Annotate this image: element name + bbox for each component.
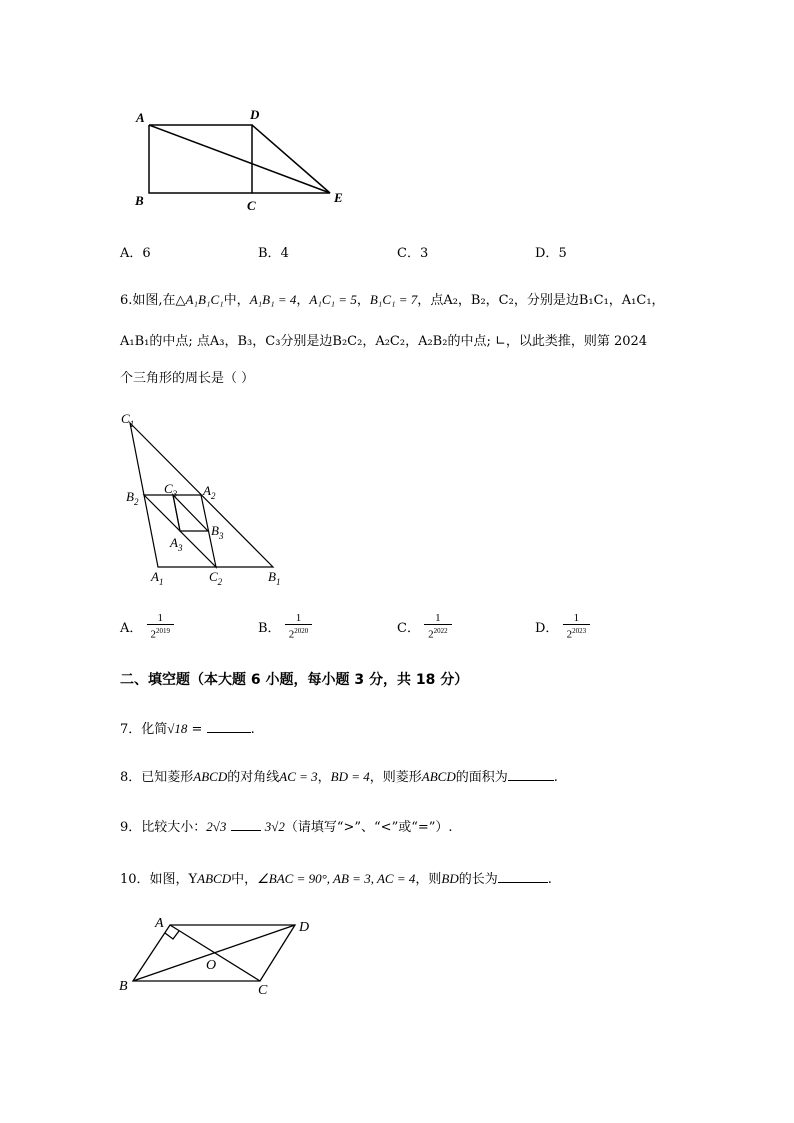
label-d: D bbox=[299, 920, 310, 935]
fraction: $\frac{1}{2^{2023}}$ bbox=[563, 612, 591, 641]
q6-line-2: A₁B₁的中点; 点A₃，B₃，C₃分别是边B₂C₂，A₂C₂，A₂B₂的中点; ∟，以此类推，则第 2024 bbox=[120, 334, 648, 349]
right-angle-mark bbox=[165, 931, 179, 939]
fraction: $\frac{1}{2^{2020}}$ bbox=[285, 612, 313, 641]
figure-rectangle-abcd-e bbox=[120, 100, 360, 215]
label-e: E bbox=[334, 190, 343, 205]
label-b1: $B_1$ bbox=[268, 569, 281, 587]
label-c: C bbox=[247, 198, 256, 213]
label-c1: $C_1$ bbox=[121, 411, 135, 429]
q6-option-c[interactable]: C． $\frac{1}{2^{2022}}$ bbox=[397, 612, 452, 641]
label-a: A bbox=[136, 110, 145, 125]
label-a3: $A_3$ bbox=[170, 535, 183, 553]
label-a2: $A_2$ bbox=[203, 483, 216, 501]
label-b3: $B_3$ bbox=[211, 523, 224, 541]
q6-line-1: 6.如图,在△A₁B₁C₁中，A₁B₁ = 4，A₁C₁ = 5，B₁C₁ = 7，点A₂，B₂，C₂，分别是边B₁C₁，A₁C₁， bbox=[120, 292, 665, 308]
answer-blank[interactable] bbox=[231, 830, 261, 831]
label-a: A bbox=[155, 916, 164, 931]
q9: 9．比较大小：2√3 3√2（请填写“>”、“<”或“=”）. bbox=[120, 819, 453, 835]
label-c2: $C_2$ bbox=[209, 569, 223, 587]
figure-parallelogram-abcd bbox=[115, 910, 325, 1000]
fraction: $\frac{1}{2^{2022}}$ bbox=[424, 612, 452, 641]
label-b: B bbox=[119, 979, 128, 994]
segment-ae bbox=[149, 125, 330, 193]
q6-line-3: 个三角形的周长是（ ） bbox=[120, 371, 255, 386]
label-c3: $C_3$ bbox=[164, 481, 178, 499]
answer-blank[interactable] bbox=[207, 732, 251, 733]
label-b2: $B_2$ bbox=[126, 489, 139, 507]
q5-option-c[interactable]: C．3 bbox=[397, 246, 429, 261]
rectangle-outline bbox=[149, 125, 252, 193]
segment-de bbox=[252, 125, 330, 193]
q7: 7．化简√18 = . bbox=[120, 721, 255, 737]
label-d: D bbox=[250, 107, 260, 122]
q8: 8．已知菱形ABCD的对角线AC = 3，BD = 4，则菱形ABCD的面积为 . bbox=[120, 769, 558, 785]
q5-option-a[interactable]: A．6 bbox=[120, 246, 151, 261]
fraction: $\frac{1}{2^{2019}}$ bbox=[147, 612, 175, 641]
figure-nested-triangles bbox=[115, 405, 305, 590]
label-a1: $A_1$ bbox=[151, 569, 164, 587]
q5-option-b[interactable]: B．4 bbox=[258, 246, 289, 261]
label-b: B bbox=[135, 193, 144, 208]
label-o: O bbox=[206, 958, 217, 973]
q6-option-a[interactable]: A． $\frac{1}{2^{2019}}$ bbox=[120, 612, 174, 641]
q5-option-d[interactable]: D．5 bbox=[535, 246, 567, 261]
q6-option-d[interactable]: D． $\frac{1}{2^{2023}}$ bbox=[535, 612, 590, 641]
label-c: C bbox=[258, 983, 268, 998]
triangle-a3b3c3 bbox=[173, 495, 208, 531]
q10: 10．如图，YABCD中，∠BAC = 90°, AB = 3, AC = 4，则BD的长为 . bbox=[120, 871, 552, 887]
answer-blank[interactable] bbox=[498, 882, 548, 883]
q6-option-b[interactable]: B． $\frac{1}{2^{2020}}$ bbox=[258, 612, 312, 641]
answer-blank[interactable] bbox=[508, 780, 554, 781]
section-heading: 二、填空题（本大题 6 小题，每小题 3 分，共 18 分） bbox=[120, 672, 469, 688]
